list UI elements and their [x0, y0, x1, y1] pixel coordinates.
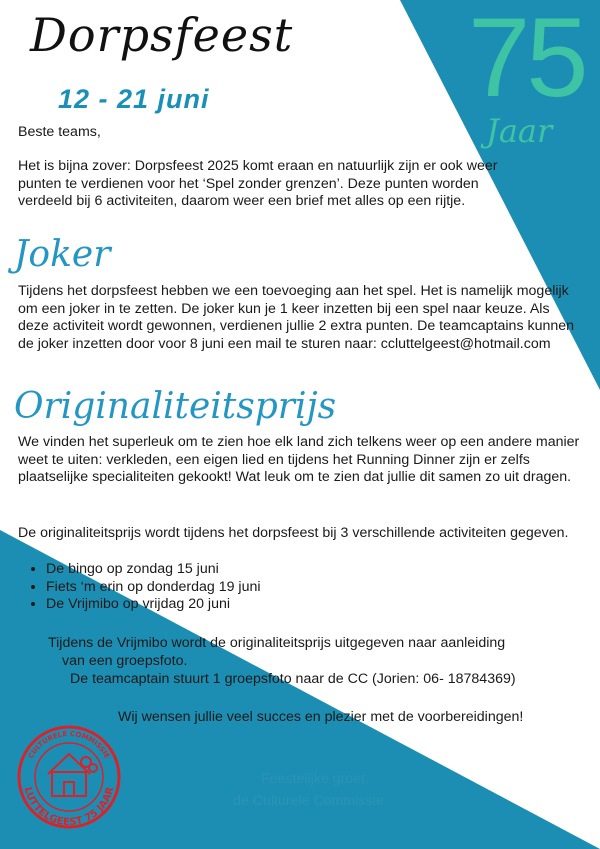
closing-greeting: Feestelijke groet,: [261, 771, 370, 787]
list-item: • Fiets ‘m erin op donderdag 19 juni: [46, 579, 261, 597]
committee-logo: [14, 722, 124, 832]
list-item: • De bingo op zondag 15 juni: [46, 561, 261, 579]
originality-heading: Originaliteitsprijs: [14, 386, 337, 427]
vrijmibo-line-3: De teamcaptain stuurt 1 groepsfoto naar de CC (Jorien: 06- 18784369): [70, 671, 516, 687]
intro-paragraph: Het is bijna zover: Dorpsfeest 2025 komt eraan en natuurlijk zijn er ook weer punten te verdienen voor het ‘Spel zonder grenzen’. Deze punten worden verdeeld bij 6 activiteiten, daarom weer een brief met alles op een rijtje.: [18, 158, 498, 210]
vrijmibo-line-1: Tijdens de Vrijmibo wordt de originaliteitsprijs uitgegeven naar aanleiding: [48, 635, 506, 651]
event-dates: 12 - 21 juni: [58, 84, 210, 114]
greeting: Beste teams,: [18, 124, 101, 140]
joker-paragraph: Tijdens het dorpsfeest hebben we een toevoeging aan het spel. Het is namelijk mogelijk om een joker in te zetten. De joker kun je 1 keer inzetten bij een spel naar keuze. Als deze activiteit wordt gewonnen, verdienen jullie 2 extra punten. De teamcaptains kunnen de joker inzetten door voor 8 juni een mail te sturen naar: ccluttelgeest@hotmail.com: [18, 283, 575, 352]
anniversary-number: 75: [468, 0, 585, 120]
closing-signature: de Culturele Commissie: [233, 793, 384, 809]
joker-heading: Joker: [14, 234, 111, 275]
vrijmibo-line-2: van een groepsfoto.: [62, 653, 188, 669]
list-item: • De Vrijmibo op vrijdag 20 juni: [46, 596, 261, 614]
anniversary-word: Jaar: [486, 112, 553, 150]
originality-paragraph: We vinden het superleuk om te zien hoe elk land zich telkens weer op een andere manier weet te uiten: verkleden, een eigen lied en tijdens het Running Dinner zijn er zelfs plaatselijke specialiteiten gekookt! Wat leuk om te zien dat jullie dit samen zo uit dragen.: [18, 434, 580, 486]
page-title: Dorpsfeest: [30, 8, 294, 62]
logo-bottom-text: LUTTELGEEST 75 JAAR: [21, 785, 117, 829]
logo-top-text: CULTURELE COMMISSIE: [26, 729, 112, 760]
logo-building-icon: [48, 754, 97, 796]
activity-list: [26, 561, 261, 614]
wish-line: Wij wensen jullie veel succes en plezier met de voorbereidingen!: [118, 709, 524, 725]
originality-paragraph-2: De originaliteitsprijs wordt tijdens het dorpsfeest bij 3 verschillende activiteiten gegeven.: [18, 525, 569, 541]
